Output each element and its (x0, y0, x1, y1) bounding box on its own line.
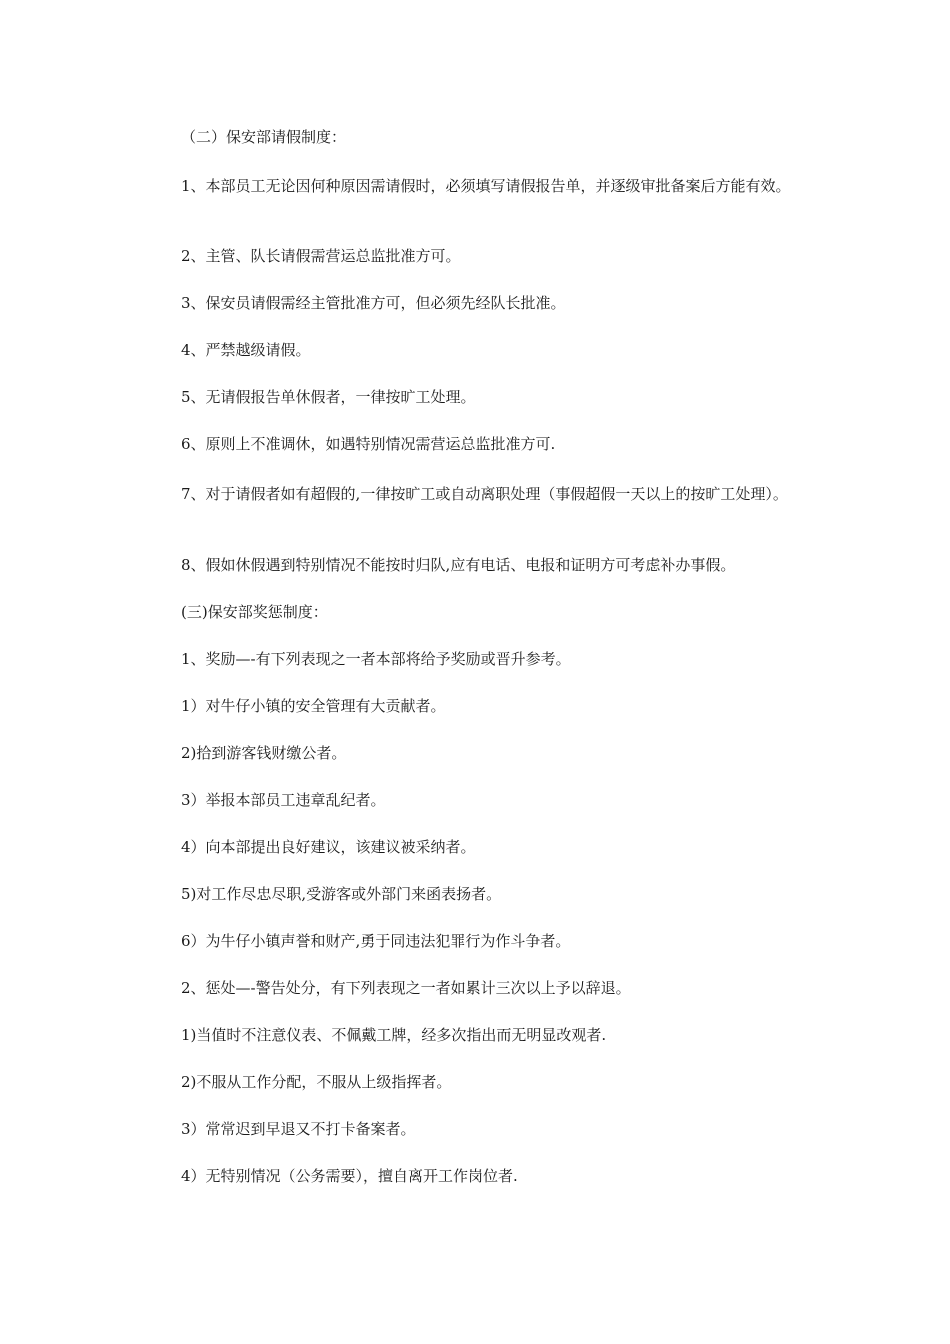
list-item: 1）对牛仔小镇的安全管理有大贡献者。 (181, 697, 446, 715)
paragraph: 1、奖励—-有下列表现之一者本部将给予奖励或晋升参考。 (181, 650, 571, 668)
paragraph: 4、严禁越级请假。 (181, 341, 311, 359)
list-item: 3）举报本部员工违章乱纪者。 (181, 791, 386, 809)
paragraph: 8、假如休假遇到特别情况不能按时归队,应有电话、电报和证明方可考虑补办事假。 (181, 556, 736, 574)
list-item: 2)拾到游客钱财缴公者。 (181, 744, 347, 762)
paragraph: 7、对于请假者如有超假的,一律按旷工或自动离职处理（事假超假一天以上的按旷工处理）。 (181, 485, 788, 503)
paragraph: 5、无请假报告单休假者，一律按旷工处理。 (181, 388, 476, 406)
paragraph: 6、原则上不准调休，如遇特别情况需营运总监批准方可. (181, 435, 556, 453)
section-heading-leave-policy: （二）保安部请假制度： (181, 128, 347, 146)
paragraph: 2、主管、队长请假需营运总监批准方可。 (181, 247, 461, 265)
list-item: 5)对工作尽忠尽职,受游客或外部门来函表扬者。 (181, 885, 502, 903)
paragraph: 1、本部员工无论因何种原因需请假时，必须填写请假报告单，并逐级审批备案后方能有效。 (181, 177, 791, 195)
section-heading-rewards-policy: (三)保安部奖惩制度： (181, 603, 328, 621)
paragraph: 2、惩处—-警告处分，有下列表现之一者如累计三次以上予以辞退。 (181, 979, 631, 997)
list-item: 1)当值时不注意仪表、不佩戴工牌，经多次指出而无明显改观者. (181, 1026, 607, 1044)
list-item: 6）为牛仔小镇声誉和财产,勇于同违法犯罪行为作斗争者。 (181, 932, 571, 950)
list-item: 3）常常迟到早退又不打卡备案者。 (181, 1120, 416, 1138)
list-item: 2)不服从工作分配，不服从上级指挥者。 (181, 1073, 452, 1091)
list-item: 4）向本部提出良好建议，该建议被采纳者。 (181, 838, 476, 856)
paragraph: 3、保安员请假需经主管批准方可，但必须先经队长批准。 (181, 294, 566, 312)
list-item: 4）无特别情况（公务需要），擅自离开工作岗位者. (181, 1167, 518, 1185)
